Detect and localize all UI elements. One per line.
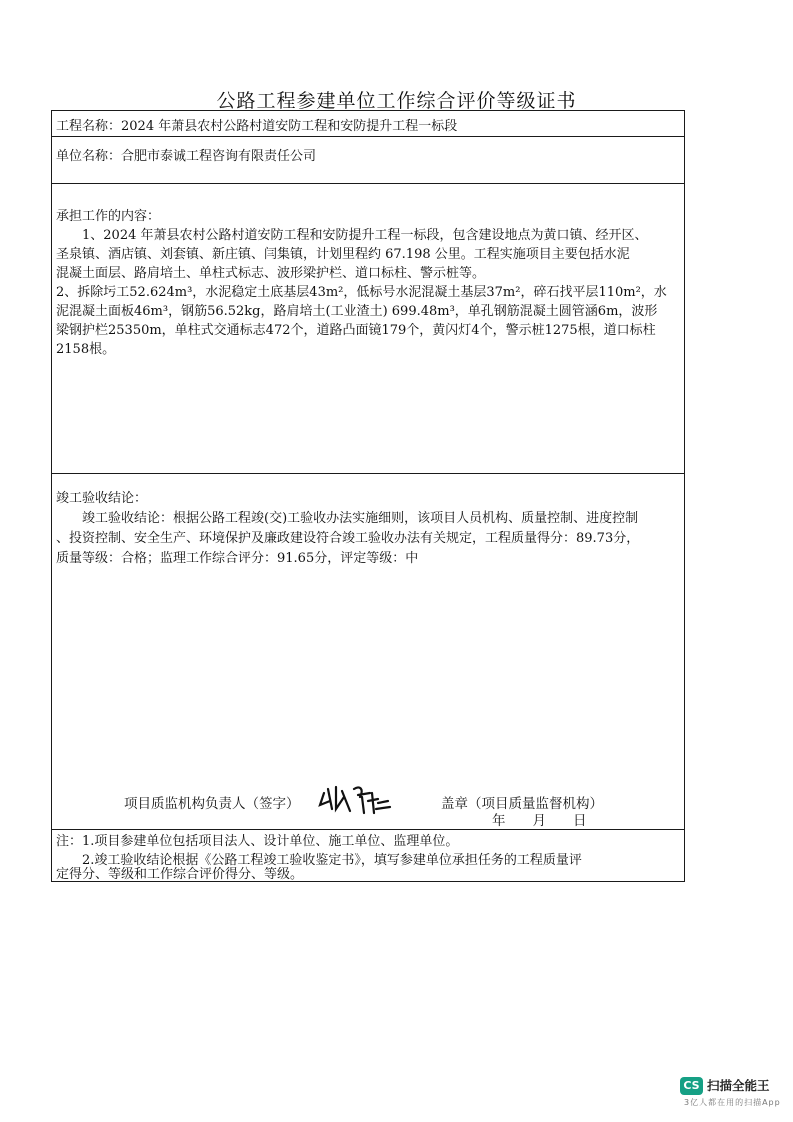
conclusion-line: 竣工验收结论：根据公路工程竣(交)工验收办法实施细则，该项目人员机构、质量控制、进度控制 <box>56 511 639 526</box>
stamp-label: 盖章（项目质量监督机构） <box>441 796 603 812</box>
camscanner-logo: CS <box>680 1077 703 1095</box>
row-divider <box>52 829 684 830</box>
work-para1-line: 混凝土面层、路肩培土、单柱式标志、波形梁护栏、道口标柱、警示桩等。 <box>56 266 486 281</box>
unit-name-field: 单位名称：合肥市泰诚工程咨询有限责任公司 <box>56 149 317 164</box>
work-para2-line: 2、拆除圬工52.624m³，水泥稳定土底基层43m²，低标号水泥混凝土基层37m²，碎石找平层110m²，水 <box>56 285 667 300</box>
conclusion-line: 质量等级：合格；监理工作综合评分：91.65分，评定等级：中 <box>56 551 419 566</box>
work-para1-line: 圣泉镇、酒店镇、刘套镇、新庄镇、闫集镇，计划里程约 67.198 公里。工程实施项目主要包括水泥 <box>56 247 630 262</box>
conclusion-line: 、投资控制、安全生产、环境保护及廉政建设符合竣工验收办法有关规定，工程质量得分：89.73分， <box>56 531 640 546</box>
project-name-field: 工程名称：2024 年萧县农村公路村道安防工程和安防提升工程一标段 <box>56 119 458 134</box>
note-line: 2.竣工验收结论根据《公路工程竣工验收鉴定书》，填写参建单位承担任务的工程质量评 <box>56 853 582 868</box>
row-divider <box>52 473 684 474</box>
row-divider <box>52 183 684 184</box>
work-para2-line: 泥混凝土面板46m³，钢筋56.52kg，路肩培土(工业渣土) 699.48m³，单孔钢筋混凝土圆管涵6m，波形 <box>56 304 658 319</box>
work-heading: 承担工作的内容： <box>56 209 161 224</box>
work-para2-line: 2158根。 <box>56 342 116 357</box>
note-line: 注：1.项目参建单位包括项目法人、设计单位、施工单位、监理单位。 <box>56 834 459 849</box>
row-divider <box>52 136 684 137</box>
work-para1-line: 1、2024 年萧县农村公路村道安防工程和安防提升工程一标段，包含建设地点为黄口镇、经开区、 <box>56 228 648 243</box>
conclusion-heading: 竣工验收结论： <box>56 491 148 506</box>
document-title: 公路工程参建单位工作综合评价等级证书 <box>216 90 577 112</box>
signature-label: 项目质监机构负责人（签字） <box>124 796 300 812</box>
camscanner-name: 扫描全能王 <box>707 1078 770 1093</box>
certificate-table <box>51 110 685 882</box>
work-para2-line: 梁钢护栏25350m，单柱式交通标志472个，道路凸面镜179个，黄闪灯4个，警示桩1275根，道口标柱 <box>56 323 656 338</box>
note-line: 定得分、等级和工作综合评价得分、等级。 <box>56 867 304 882</box>
camscanner-tagline: 3亿人都在用的扫描App <box>684 1098 781 1107</box>
handwritten-signature <box>316 779 398 819</box>
date-label: 年 月 日 <box>492 813 587 829</box>
